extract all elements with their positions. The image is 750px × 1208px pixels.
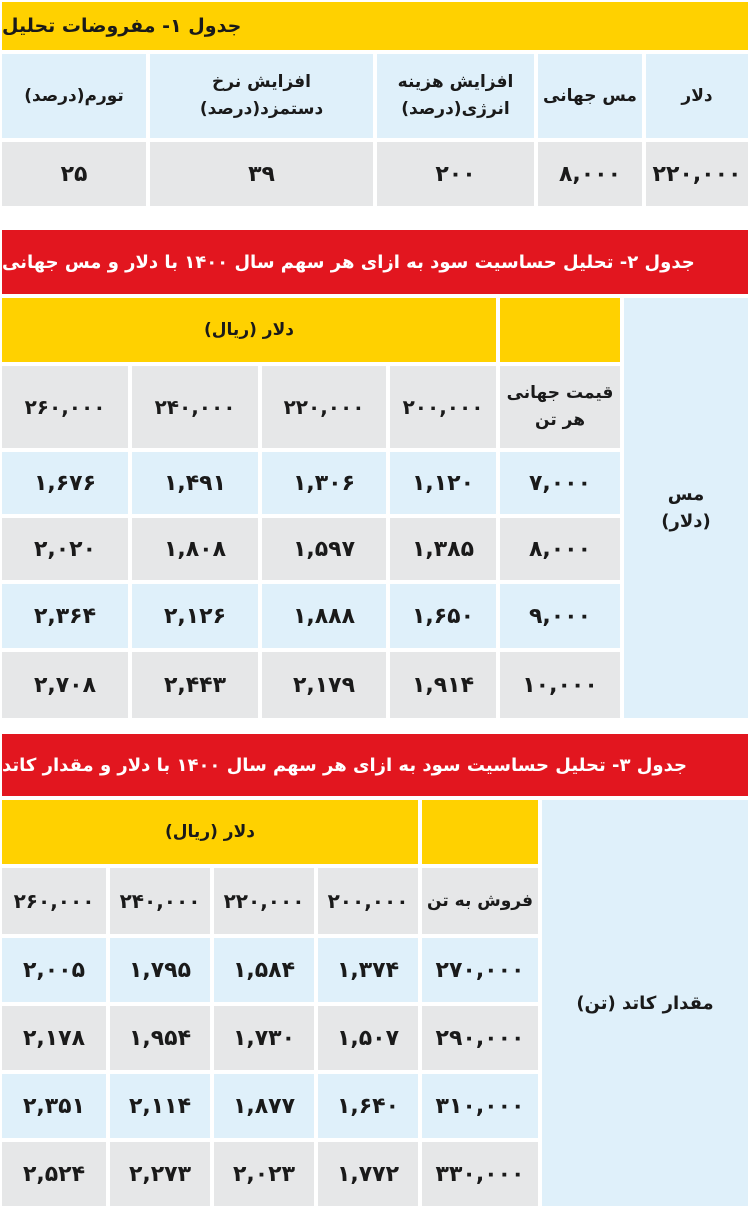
table2-cell: ۱,۳۸۵ <box>390 518 496 580</box>
table2-row-label: ۸,۰۰۰ <box>500 518 620 580</box>
table1-header-inflation: تورم(درصد) <box>2 54 146 138</box>
table2-cell: ۱,۹۱۴ <box>390 652 496 718</box>
table1-value-dollar: ۲۲۰,۰۰۰ <box>646 142 748 206</box>
table3-cell: ۲,۱۱۴ <box>110 1074 210 1138</box>
table3-cell: ۱,۶۴۰ <box>318 1074 418 1138</box>
table1-header-energy-cost: افزایش هزینه انرژی(درصد) <box>377 54 534 138</box>
table3-row-label: ۲۷۰,۰۰۰ <box>422 938 538 1002</box>
table3-row-label: ۲۹۰,۰۰۰ <box>422 1006 538 1070</box>
table3-cell: ۱,۸۷۷ <box>214 1074 314 1138</box>
table3-cell: ۱,۷۹۵ <box>110 938 210 1002</box>
table2-cell: ۱,۸۸۸ <box>262 584 386 648</box>
table2-cell: ۱,۸۰۸ <box>132 518 258 580</box>
table2-col-header: ۲۴۰,۰۰۰ <box>132 366 258 448</box>
table3-cell: ۱,۳۷۴ <box>318 938 418 1002</box>
table3-cell: ۲,۳۵۱ <box>2 1074 106 1138</box>
table3-cell: ۱,۵۸۴ <box>214 938 314 1002</box>
table2-cell: ۱,۴۹۱ <box>132 452 258 514</box>
table1-value-energy-cost: ۲۰۰ <box>377 142 534 206</box>
table2-row-label: ۷,۰۰۰ <box>500 452 620 514</box>
table2-group-label: دلار (ریال) <box>2 298 496 362</box>
table2-col-header: ۲۶۰,۰۰۰ <box>2 366 128 448</box>
table1-header-wage-rate: افزایش نرخ دستمزد(درصد) <box>150 54 373 138</box>
table3-row-header: فروش به تن <box>422 868 538 934</box>
table3-side-label: مقدار کاتد (تن) <box>542 800 748 1206</box>
table2-cell: ۱,۶۷۶ <box>2 452 128 514</box>
table2-cell: ۱,۵۹۷ <box>262 518 386 580</box>
table3-cell: ۲,۱۷۸ <box>2 1006 106 1070</box>
table2-cell: ۱,۶۵۰ <box>390 584 496 648</box>
table2-row-label: ۹,۰۰۰ <box>500 584 620 648</box>
table3-cell: ۱,۵۰۷ <box>318 1006 418 1070</box>
table3-col-header: ۲۲۰,۰۰۰ <box>214 868 314 934</box>
table2-title: جدول ۲- تحلیل حساسیت سود به ازای هر سهم سال ۱۴۰۰ با دلار و مس جهانی <box>2 230 748 294</box>
table3-cell: ۲,۵۲۴ <box>2 1142 106 1206</box>
table3-row-label: ۳۱۰,۰۰۰ <box>422 1074 538 1138</box>
table2-corner-cell <box>500 298 620 362</box>
table3-cell: ۲,۰۰۵ <box>2 938 106 1002</box>
table2-cell: ۲,۱۷۹ <box>262 652 386 718</box>
table3-col-header: ۲۶۰,۰۰۰ <box>2 868 106 934</box>
table3-cell: ۱,۷۷۲ <box>318 1142 418 1206</box>
table3-col-header: ۲۴۰,۰۰۰ <box>110 868 210 934</box>
table3-cell: ۲,۲۷۳ <box>110 1142 210 1206</box>
table2-side-label: مس (دلار) <box>624 298 748 718</box>
table3-group-label: دلار (ریال) <box>2 800 418 864</box>
table3-cell: ۱,۹۵۴ <box>110 1006 210 1070</box>
table2-cell: ۲,۰۲۰ <box>2 518 128 580</box>
table2-row-header: قیمت جهانی هر تن <box>500 366 620 448</box>
table3-cell: ۱,۷۳۰ <box>214 1006 314 1070</box>
table3-col-header: ۲۰۰,۰۰۰ <box>318 868 418 934</box>
table2-col-header: ۲۰۰,۰۰۰ <box>390 366 496 448</box>
table3-cell: ۲,۰۲۳ <box>214 1142 314 1206</box>
table2-cell: ۲,۳۶۴ <box>2 584 128 648</box>
table2-cell: ۱,۱۲۰ <box>390 452 496 514</box>
table1-value-copper: ۸,۰۰۰ <box>538 142 642 206</box>
table2-cell: ۲,۷۰۸ <box>2 652 128 718</box>
table1-value-inflation: ۲۵ <box>2 142 146 206</box>
table1-title: جدول ۱- مفروضات تحلیل <box>2 2 748 50</box>
table1-value-wage-rate: ۳۹ <box>150 142 373 206</box>
table2-cell: ۲,۱۲۶ <box>132 584 258 648</box>
table1-header-copper: مس جهانی <box>538 54 642 138</box>
table2-cell: ۱,۳۰۶ <box>262 452 386 514</box>
table3-corner-cell <box>422 800 538 864</box>
table3-row-label: ۳۳۰,۰۰۰ <box>422 1142 538 1206</box>
table2-col-header: ۲۲۰,۰۰۰ <box>262 366 386 448</box>
table3-title: جدول ۳- تحلیل حساسیت سود به ازای هر سهم سال ۱۴۰۰ با دلار و مقدار کاتد <box>2 734 748 796</box>
table2-row-label: ۱۰,۰۰۰ <box>500 652 620 718</box>
table2-cell: ۲,۴۴۳ <box>132 652 258 718</box>
table1-header-dollar: دلار <box>646 54 748 138</box>
